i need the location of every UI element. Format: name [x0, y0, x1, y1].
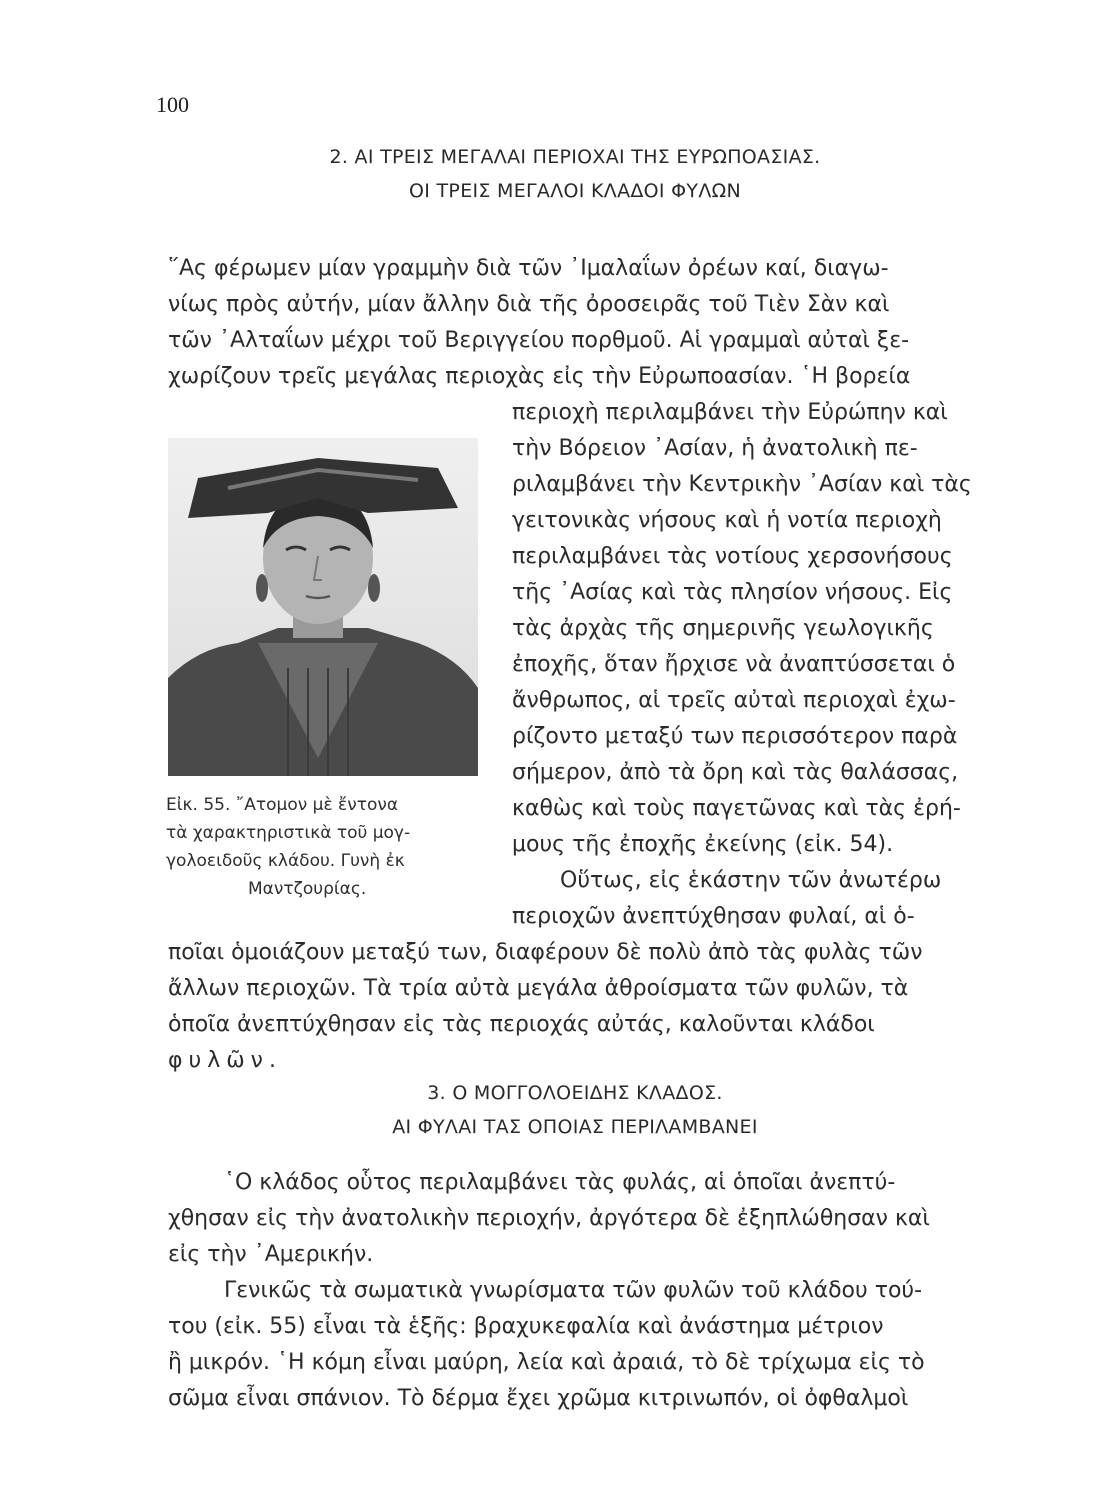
section-2-heading	[150, 140, 1000, 208]
text-line: του (εἰκ. 55) εἶναι τὰ ἑξῆς: βραχυκεφαλία καὶ ἀνάστημα μέτριον	[168, 1314, 884, 1339]
text-line: Γενικῶς τὰ σωματικὰ γνωρίσματα τῶν φυλῶν τοῦ κλάδου τού-	[224, 1278, 923, 1303]
text-line: τὰς ἀρχὰς τῆς σημερινῆς γεωλογικῆς	[512, 616, 934, 641]
text-line: ἄνθρωπος, αἱ τρεῖς αὐταὶ περιοχαὶ ἐχω-	[512, 688, 956, 713]
text-line: ἐποχῆς, ὅταν ἤρχισε νὰ ἀναπτύσσεται ὁ	[512, 652, 956, 677]
text-line: φυλῶν.	[168, 1048, 282, 1073]
text-line: χωρίζουν τρεῖς μεγάλας περιοχὰς εἰς τὴν Εὐρωποασίαν. ῾Η βορεία	[168, 364, 911, 389]
text-line: χθησαν εἰς τὴν ἀνατολικὴν περιοχήν, ἀργότερα δὲ ἐξηπλώθησαν καὶ	[168, 1206, 930, 1231]
page-number: 100	[156, 92, 189, 117]
portrait-illustration	[168, 438, 478, 776]
figure-caption-line: Εἰκ. 55. ῎Ατομον μὲ ἔντονα	[166, 795, 399, 815]
section-2-title-line-1: 2. ΑΙ ΤΡΕΙΣ ΜΕΓΑΛΑΙ ΠΕΡΙΟΧΑΙ ΤΗΣ ΕΥΡΩΠΟΑΣΙΑΣ.	[329, 146, 821, 168]
text-line: περιλαμβάνει τὰς νοτίους χερσονήσους	[512, 544, 953, 569]
section-3-heading	[150, 1076, 1000, 1144]
text-line: νίως πρὸς αὐτήν, μίαν ἄλλην διὰ τῆς ὀροσειρᾶς τοῦ Τιὲν Σὰν καὶ	[168, 292, 890, 317]
text-line: μους τῆς ἐποχῆς ἐκείνης (εἰκ. 54).	[512, 832, 894, 857]
text-line: καθὼς καὶ τοὺς παγετῶνας καὶ τὰς ἐρή-	[512, 796, 961, 821]
text-line: σήμερον, ἀπὸ τὰ ὄρη καὶ τὰς θαλάσσας,	[512, 760, 959, 785]
text-line: Οὕτως, εἰς ἑκάστην τῶν ἀνωτέρω	[560, 868, 942, 893]
text-line: εἰς τὴν ᾿Αμερικήν.	[168, 1242, 374, 1267]
text-line: γειτονικὰς νήσους καὶ ἡ νοτία περιοχὴ	[512, 508, 942, 533]
text-line: τῆς ᾿Ασίας καὶ τὰς πλησίον νήσους. Εἰς	[512, 580, 953, 605]
text-line: ὁποῖα ἀνεπτύχθησαν εἰς τὰς περιοχάς αὐτάς, καλοῦνται κλάδοι	[168, 1012, 875, 1037]
text-line: σῶμα εἶναι σπάνιον. Τὸ δέρμα ἔχει χρῶμα κιτρινωπόν, οἱ ὀφθαλμοὶ	[168, 1386, 909, 1411]
text-line: περιοχὴ περιλαμβάνει τὴν Εὐρώπην καὶ	[512, 400, 948, 425]
section-3-title-line-2: ΑΙ ΦΥΛΑΙ ΤΑΣ ΟΠΟΙΑΣ ΠΕΡΙΛΑΜΒΑΝΕΙ	[392, 1116, 758, 1138]
text-line: τῶν ᾿Αλταΐων μέχρι τοῦ Βεριγγείου πορθμοῦ. Αἱ γραμμαὶ αὐταὶ ξε-	[168, 328, 910, 353]
text-line: ρίζοντο μεταξύ των περισσότερον παρὰ	[512, 724, 958, 749]
text-line: ποῖαι ὁμοιάζουν μεταξύ των, διαφέρουν δὲ πολὺ ἀπὸ τὰς φυλὰς τῶν	[168, 940, 923, 965]
figure-caption-line: τὰ χαρακτηριστικὰ τοῦ μογ-	[166, 823, 411, 843]
text-line: ῞Ας φέρωμεν μίαν γραμμὴν διὰ τῶν ᾿Ιμαλαΐων ὀρέων καί, διαγω-	[168, 256, 889, 281]
portrait-photo	[168, 438, 478, 776]
text-line: περιοχῶν ἀνεπτύχθησαν φυλαί, αἱ ὁ-	[512, 904, 915, 929]
figure-caption-line: γολοειδοῦς κλάδου. Γυνὴ ἐκ	[166, 851, 405, 871]
section-3-title-line-1: 3. Ο ΜΟΓΓΟΛΟΕΙΔΗΣ ΚΛΑΔΟΣ.	[427, 1082, 723, 1104]
section-2-title-line-2: ΟΙ ΤΡΕΙΣ ΜΕΓΑΛΟΙ ΚΛΑΔΟΙ ΦΥΛΩΝ	[409, 180, 741, 202]
text-line: ριλαμβάνει τὴν Κεντρικὴν ᾿Ασίαν καὶ τὰς	[512, 472, 972, 497]
text-line: ἄλλων περιοχῶν. Τὰ τρία αὐτὰ μεγάλα ἀθροίσματα τῶν φυλῶν, τὰ	[168, 976, 909, 1001]
figure-caption-line: Μαντζουρίας.	[248, 879, 367, 899]
text-line: ἢ μικρόν. ῾Η κόμη εἶναι μαύρη, λεία καὶ ἀραιά, τὸ δὲ τρίχωμα εἰς τὸ	[168, 1350, 925, 1375]
text-line: ῾Ο κλάδος οὗτος περιλαμβάνει τὰς φυλάς, αἱ ὁποῖαι ἀνεπτύ-	[224, 1170, 896, 1195]
text-line: τὴν Βόρειον ᾿Ασίαν, ἡ ἀνατολικὴ πε-	[512, 436, 918, 461]
